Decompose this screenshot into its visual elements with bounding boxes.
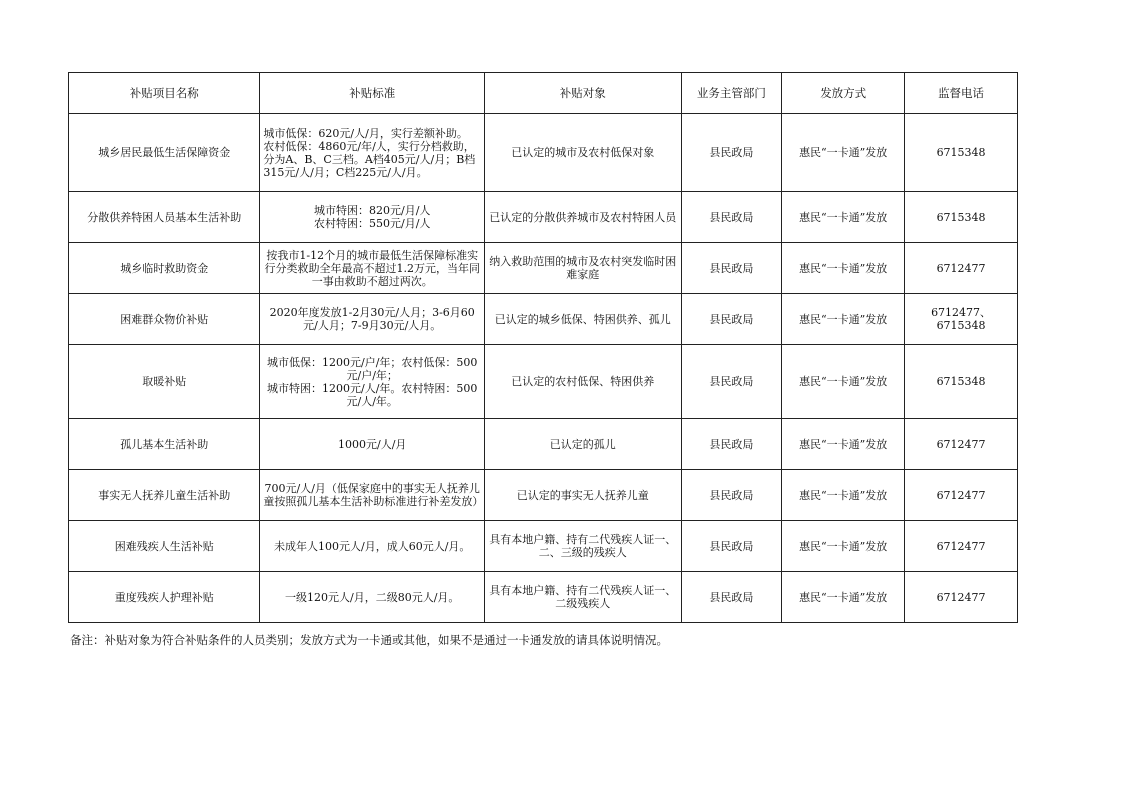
cell-name: 取暖补贴 [69, 345, 260, 419]
cell-target: 具有本地户籍、持有二代残疾人证一、二、三级的残疾人 [485, 521, 681, 572]
cell-target: 已认定的分散供养城市及农村特困人员 [485, 192, 681, 243]
cell-name: 分散供养特困人员基本生活补助 [69, 192, 260, 243]
cell-phone: 6715348 [905, 114, 1018, 192]
cell-target: 已认定的孤儿 [485, 419, 681, 470]
cell-dept: 县民政局 [681, 294, 782, 345]
cell-standard: 城市低保：620元/人/月，实行差额补助。 农村低保：4860元/年/人，实行分档救助，分为A、B、C三档。A档405元/人/月；B档315元/人/月；C档225元/人/月。 [260, 114, 485, 192]
cell-phone: 6712477 [905, 470, 1018, 521]
cell-method: 惠民“一卡通”发放 [782, 192, 905, 243]
header-dept: 业务主管部门 [681, 73, 782, 114]
table-row [69, 521, 1018, 572]
table-row [69, 345, 1018, 419]
cell-name: 城乡居民最低生活保障资金 [69, 114, 260, 192]
cell-phone: 6712477 [905, 243, 1018, 294]
cell-standard: 700元/人/月（低保家庭中的事实无人抚养儿童按照孤儿基本生活补助标准进行补差发放） [260, 470, 485, 521]
header-row [69, 73, 1018, 114]
cell-name: 事实无人抚养儿童生活补助 [69, 470, 260, 521]
header-phone: 监督电话 [905, 73, 1018, 114]
footnote: 备注：补贴对象为符合补贴条件的人员类别；发放方式为一卡通或其他，如果不是通过一卡通发放的请具体说明情况。 [70, 633, 668, 647]
header-target: 补贴对象 [485, 73, 681, 114]
subsidy-table [68, 72, 1018, 623]
cell-name: 孤儿基本生活补助 [69, 419, 260, 470]
table-row [69, 470, 1018, 521]
cell-name: 城乡临时救助资金 [69, 243, 260, 294]
table-row [69, 243, 1018, 294]
cell-dept: 县民政局 [681, 345, 782, 419]
cell-phone: 6715348 [905, 192, 1018, 243]
cell-standard: 1000元/人/月 [260, 419, 485, 470]
cell-dept: 县民政局 [681, 419, 782, 470]
cell-dept: 县民政局 [681, 572, 782, 623]
table-row [69, 572, 1018, 623]
cell-standard: 一级120元人/月，二级80元人/月。 [260, 572, 485, 623]
cell-phone: 6712477 [905, 521, 1018, 572]
cell-method: 惠民“一卡通”发放 [782, 419, 905, 470]
cell-target: 已认定的城市及农村低保对象 [485, 114, 681, 192]
cell-standard: 城市特困：820元/月/人 农村特困：550元/月/人 [260, 192, 485, 243]
cell-dept: 县民政局 [681, 192, 782, 243]
cell-standard: 未成年人100元人/月，成人60元人/月。 [260, 521, 485, 572]
cell-name: 重度残疾人护理补贴 [69, 572, 260, 623]
cell-method: 惠民“一卡通”发放 [782, 114, 905, 192]
cell-dept: 县民政局 [681, 114, 782, 192]
cell-method: 惠民“一卡通”发放 [782, 243, 905, 294]
header-method: 发放方式 [782, 73, 905, 114]
cell-target: 已认定的城乡低保、特困供养、孤儿 [485, 294, 681, 345]
cell-method: 惠民“一卡通”发放 [782, 470, 905, 521]
cell-phone: 6712477、6715348 [905, 294, 1018, 345]
cell-method: 惠民“一卡通”发放 [782, 294, 905, 345]
cell-method: 惠民“一卡通”发放 [782, 345, 905, 419]
cell-dept: 县民政局 [681, 243, 782, 294]
cell-method: 惠民“一卡通”发放 [782, 521, 905, 572]
cell-name: 困难群众物价补贴 [69, 294, 260, 345]
cell-target: 纳入救助范围的城市及农村突发临时困难家庭 [485, 243, 681, 294]
cell-target: 已认定的事实无人抚养儿童 [485, 470, 681, 521]
cell-standard: 城市低保：1200元/户/年；农村低保：500元/户/年； 城市特困：1200元/人/年。农村特困：500元/人/年。 [260, 345, 485, 419]
header-standard: 补贴标准 [260, 73, 485, 114]
cell-target: 具有本地户籍、持有二代残疾人证一、二级残疾人 [485, 572, 681, 623]
cell-target: 已认定的农村低保、特困供养 [485, 345, 681, 419]
table-row [69, 294, 1018, 345]
cell-dept: 县民政局 [681, 470, 782, 521]
cell-dept: 县民政局 [681, 521, 782, 572]
cell-name: 困难残疾人生活补贴 [69, 521, 260, 572]
cell-phone: 6712477 [905, 419, 1018, 470]
cell-method: 惠民“一卡通”发放 [782, 572, 905, 623]
table-row [69, 114, 1018, 192]
cell-standard: 按我市1-12个月的城市最低生活保障标准实行分类救助全年最高不超过1.2万元，当年同一事由救助不超过两次。 [260, 243, 485, 294]
cell-phone: 6712477 [905, 572, 1018, 623]
header-name: 补贴项目名称 [69, 73, 260, 114]
cell-phone: 6715348 [905, 345, 1018, 419]
cell-standard: 2020年度发放1-2月30元/人月；3-6月60元/人月；7-9月30元/人月。 [260, 294, 485, 345]
table-row [69, 419, 1018, 470]
table-row [69, 192, 1018, 243]
